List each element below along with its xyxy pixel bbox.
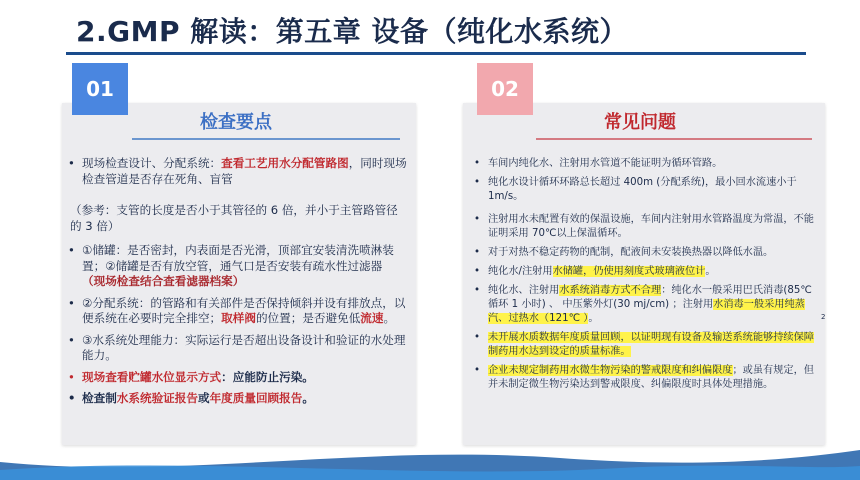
inspection-points-rule xyxy=(132,138,400,140)
highlighted-text: 未开展水质数据年度质量回顾 xyxy=(488,332,621,343)
inspection-points-heading: 检查要点 xyxy=(200,112,272,133)
list-item: • 对于对热不稳定药物的配制，配液间未安装换热器以降低水温。 xyxy=(474,246,816,260)
list-item: • 企业未规定制药用水微生物污染的警戒限度和纠偏限度；或虽有规定，但并未制定微生物污染达到警戒限度、纠偏限度时具体处理措施。 xyxy=(474,364,816,392)
inspection-points-list xyxy=(68,243,408,413)
list-item: • 车间内纯化水、注射用水管道不能证明为循环管路。 xyxy=(474,157,816,171)
list-item: • ①储罐：是否密封，内表面是否光滑，顶部宜安装清洗喷淋装置；②储罐是否有放空管，通气口是否安装有疏水性过滤器 （现场检查结合查看滤器档案） xyxy=(68,243,408,290)
highlighted-text: 企业未规定制药用水微生物污染的警戒限度和纠偏限度 xyxy=(488,365,733,376)
common-problems-list xyxy=(474,157,816,397)
highlighted-text: 水储罐，仍使用刻度式玻璃液位计 xyxy=(552,266,706,277)
list-item: • 未开展水质数据年度质量回顾，以证明现有设备及输送系统能够持续保障制药用水达到设定的质量标准。 xyxy=(474,331,816,359)
list-item: • 注射用水未配置有效的保温设施，车间内注射用水管路温度为常温，不能证明采用 70℃以上保温循环。 xyxy=(474,213,816,241)
highlighted-text: 水系统消毒方式不合理 xyxy=(559,285,662,296)
list-item: • 现场检查设计、分配系统：查看工艺用水分配管路图，同时现场检查管道是否存在死角、盲管 xyxy=(68,156,408,187)
list-item: • ③水系统处理能力：实际运行是否超出设备设计和验证的水处理能力。 xyxy=(68,333,408,364)
inspection-points-list-top xyxy=(68,156,408,193)
title-underline xyxy=(66,52,806,55)
common-problems-rule xyxy=(536,138,812,140)
reference-note: （参考：支管的长度是否小于其管径的 6 倍，并小于主管路管径的 3 倍） xyxy=(70,203,398,233)
list-item: • 纯化水设计循环环路总长超过 400m (分配系统)，最小回水流速小于 1m/s。 xyxy=(474,176,816,204)
page-title: 2.GMP 解读：第五章 设备（纯化水系统） xyxy=(76,15,628,48)
highlight-text: 查看工艺用水分配管路图 xyxy=(221,156,349,170)
list-item: • 现场查看贮罐水位显示方式：应能防止污染。 xyxy=(68,370,408,386)
highlight-text: （现场检查结合查看滤器档案） xyxy=(82,274,245,288)
list-item: • 纯化水、注射用水系统消毒方式不合理：纯化水一般采用巴氏消毒(85℃循环 1 小时) 、 中压紫外灯(30 mj/cm) ；注射用水消毒一般采用纯蒸汽、过热水（121℃ ）。 xyxy=(474,284,816,326)
list-item: • 检查制水系统验证报告或年度质量回顾报告。 xyxy=(68,391,408,407)
list-item: • ②分配系统：的管路和有关部件是否保持倾斜并设有排放点，以便系统在必要时完全排空；取样阀的位置；是否避免低流速。 xyxy=(68,296,408,327)
list-item: • 纯化水/注射用水储罐，仍使用刻度式玻璃液位计。 xyxy=(474,265,816,279)
common-problems-heading: 常见问题 xyxy=(604,112,676,133)
section-badge-01: 01 xyxy=(72,63,128,115)
section-badge-02: 02 xyxy=(477,63,533,115)
superscript-mark: 2 xyxy=(821,313,826,321)
highlighted-text: 水消毒一般采用纯蒸汽、过热水（121℃ ） xyxy=(488,299,805,324)
bottom-wave-decoration xyxy=(0,440,860,480)
